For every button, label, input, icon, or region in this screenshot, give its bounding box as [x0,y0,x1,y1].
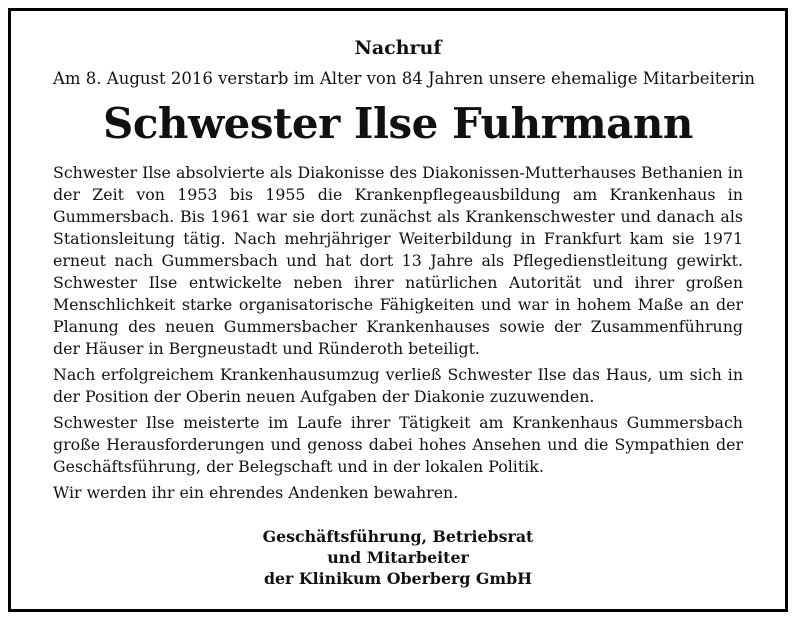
paragraph-departure: Nach erfolgreichem Krankenhausumzug verließ Schwester Ilse das Haus, um sich in der Position der Oberin neuen Aufgaben der Diakonie zuzuwenden. [53,365,743,406]
signature-line: der Klinikum Oberberg GmbH [263,569,533,588]
deceased-name: Schwester Ilse Fuhrmann [103,99,693,148]
obituary-notice [8,8,788,612]
paragraph-remembrance: Wir werden ihr ein ehrendes Andenken bewahren. [53,483,459,502]
signature-line: Geschäftsführung, Betriebsrat [262,527,534,546]
paragraph-biography: Schwester Ilse absolvierte als Diakonisse des Diakonissen-Mutterhauses Bethanien in der Zeit von 1953 bis 1955 die Krankenpflegeausbildung am Krankenhaus in Gummersbach. Bis 1961 war sie dort zunächst als Krankenschwester und danach als Stationsleitung tätig. Nach mehrjähriger Weiterbildung in Frankfurt kam sie 1971 erneut nach Gummersbach und hat dort 13 Jahre als Pflegedienstleitung gewirkt. Schwester Ilse entwickelte neben ihrer natürlichen Autorität und ihrer großen Menschlichkeit starke organisatorische Fähigkeiten und war in hohem Maße an der Planung des neuen Gummersbacher Krankenhauses sowie der Zusammenführung der Häuser in Bergneustadt und Ründeroth beteiligt. [53,163,743,358]
intro-line: Am 8. August 2016 verstarb im Alter von 84 Jahren unsere ehemalige Mitarbeiterin [53,69,756,88]
obituary-body [53,162,743,504]
signature-line: und Mitarbeiter [327,548,469,567]
signature-block [53,526,743,589]
notice-heading: Nachruf [354,37,442,59]
paragraph-achievements: Schwester Ilse meisterte im Laufe ihrer Tätigkeit am Krankenhaus Gummersbach große Herausforderungen und genoss dabei hohes Ansehen und die Sympathien der Geschäftsführung, der Belegschaft und in der lokalen Politik. [53,413,743,476]
